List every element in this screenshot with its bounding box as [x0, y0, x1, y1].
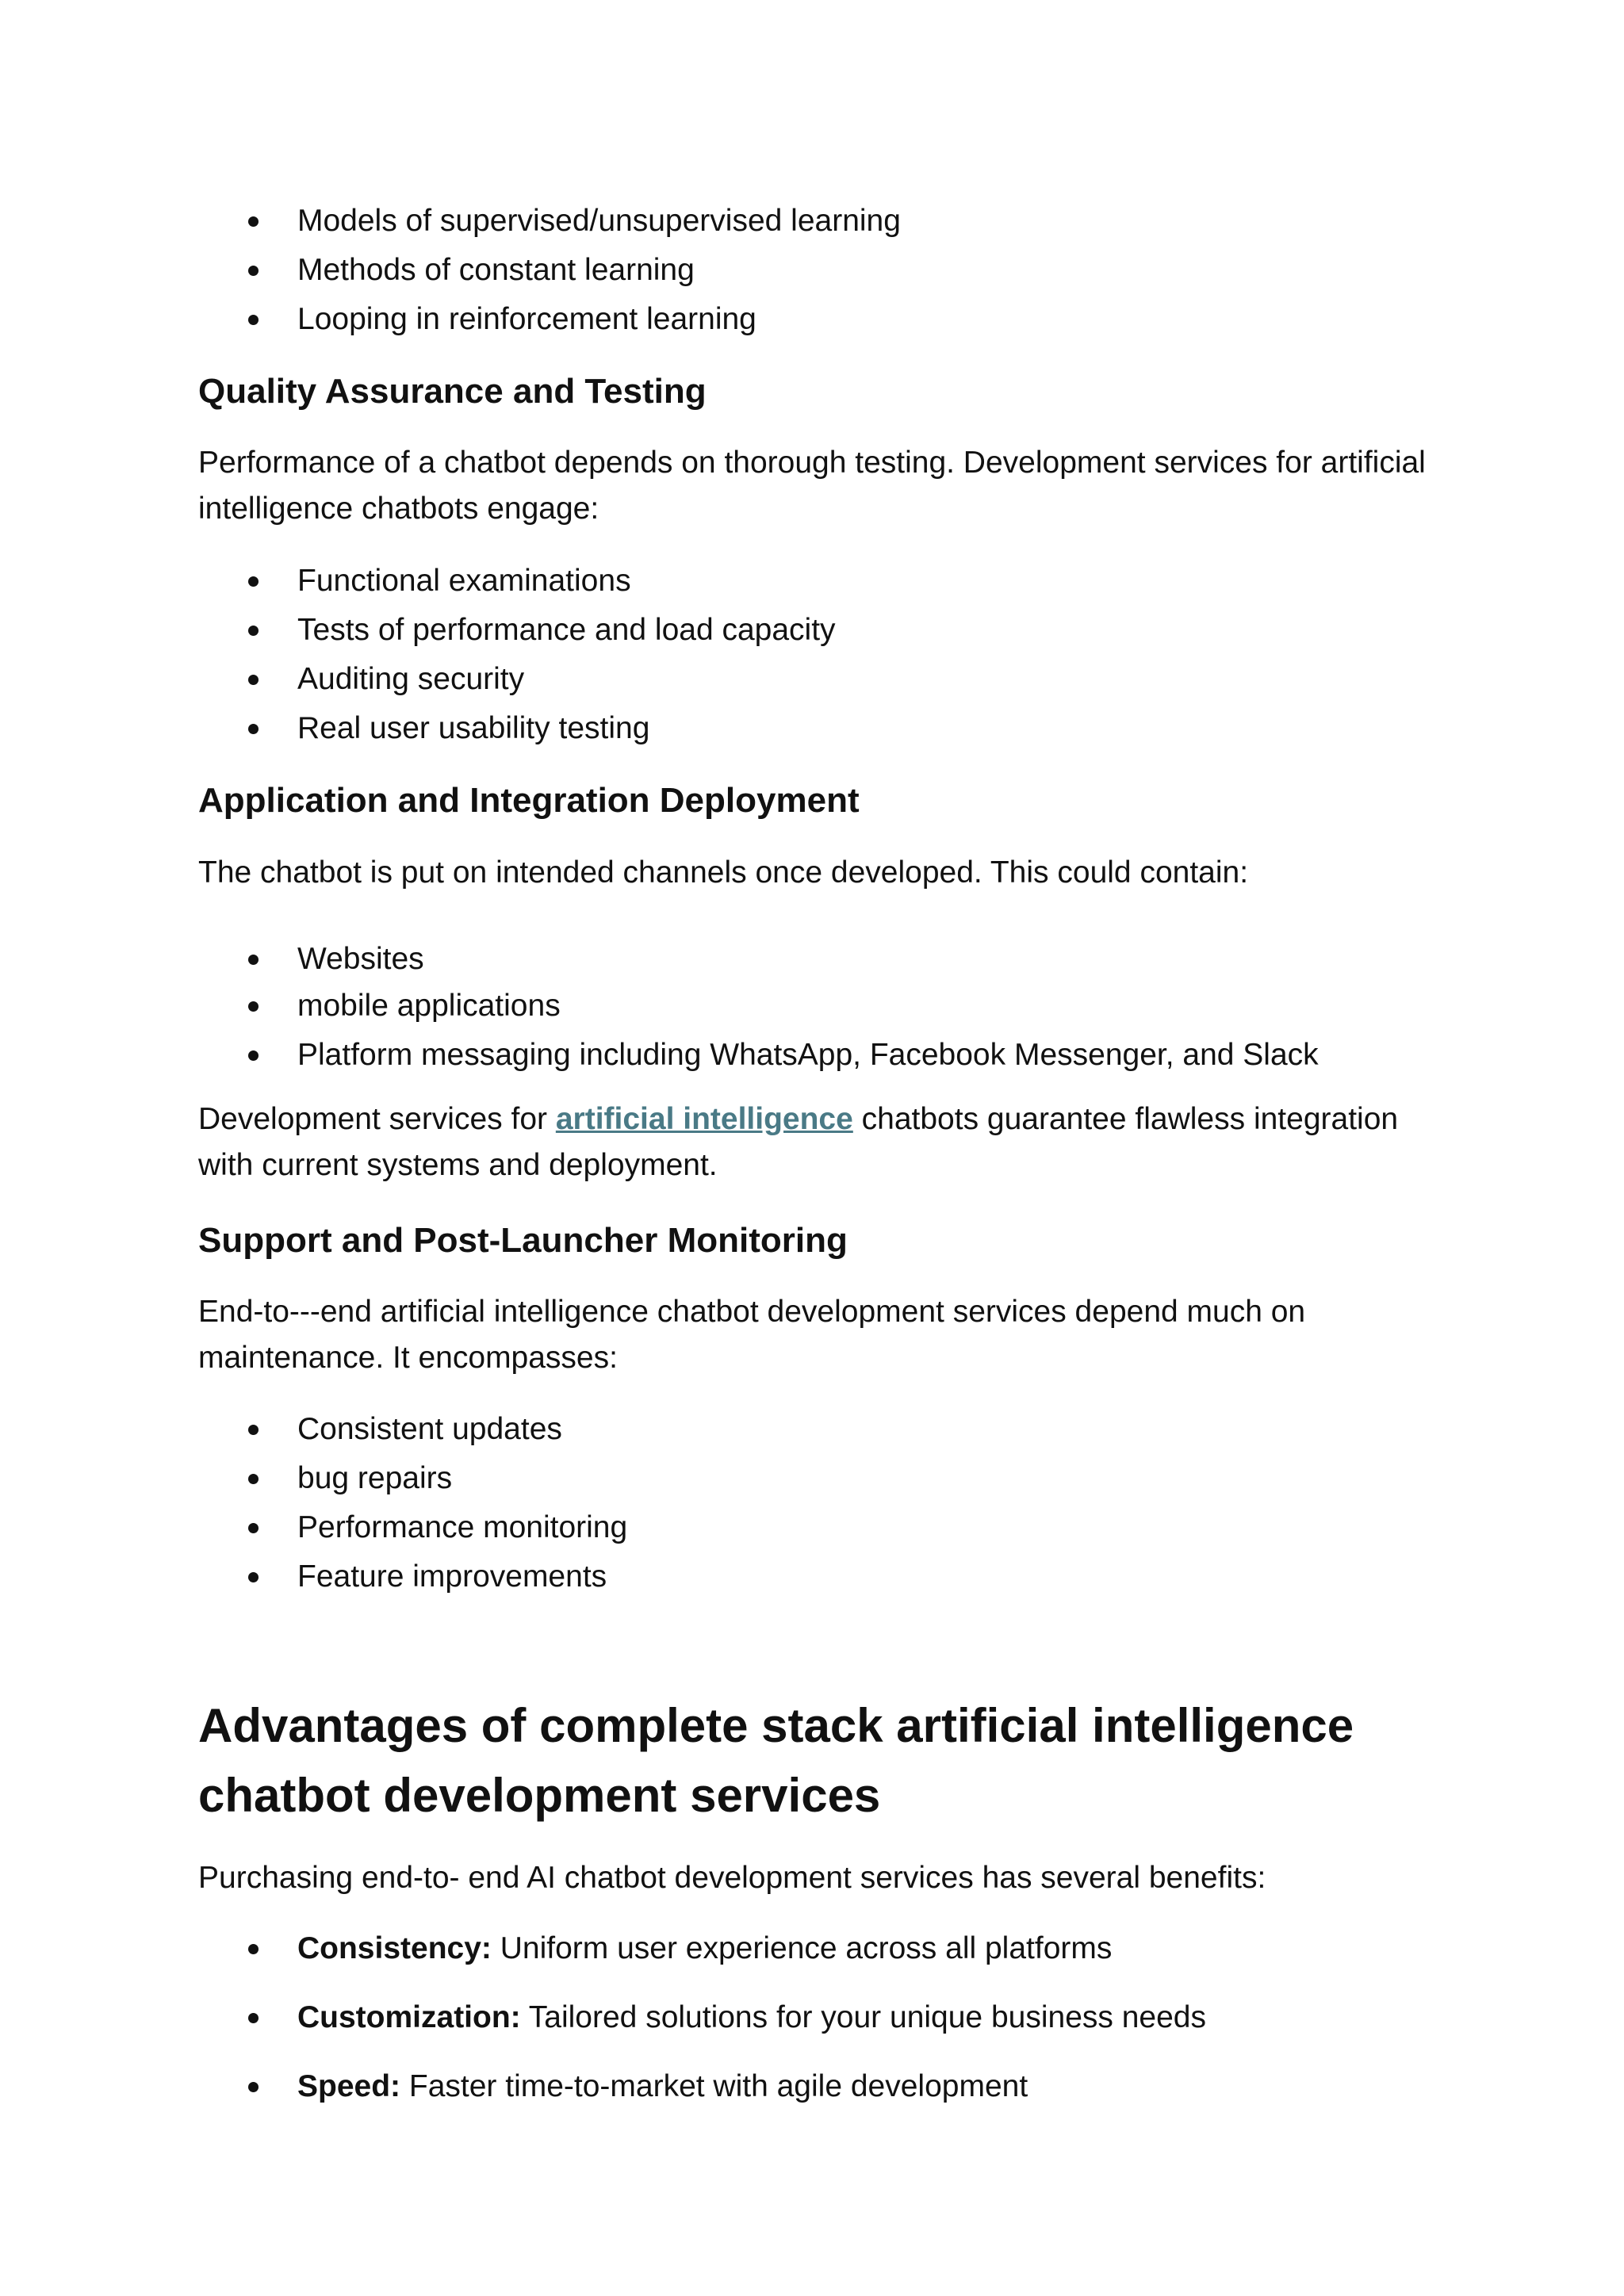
- learning-list: [198, 197, 1435, 344]
- list-item: Performance monitoring: [198, 1503, 1435, 1552]
- bullet-icon: [248, 1050, 259, 1061]
- bullet-icon: [248, 2013, 259, 2023]
- list-item: Real user usability testing: [198, 704, 1435, 753]
- advantages-heading: Advantages of complete stack artificial intelligence chatbot development services: [198, 1699, 1354, 1822]
- deployment-list: [198, 937, 1435, 1080]
- list-item: Customization: Tailored solutions for your unique business needs: [198, 1993, 1435, 2042]
- deployment-heading: Application and Integration Deployment: [198, 781, 860, 820]
- qa-intro: Performance of a chatbot depends on thorough testing. Development services for artificial intelligence chatbots engage:: [198, 446, 1426, 526]
- qa-heading: Quality Assurance and Testing: [198, 372, 707, 411]
- bullet-icon: [248, 1425, 259, 1435]
- bullet-icon: [248, 1944, 259, 1954]
- list-item: bug repairs: [198, 1454, 1435, 1503]
- support-list: [198, 1405, 1435, 1601]
- bullet-icon: [248, 955, 259, 965]
- bullet-icon: [248, 724, 259, 734]
- artificial-intelligence-link[interactable]: artificial intelligence: [555, 1102, 853, 1136]
- bullet-icon: [248, 626, 259, 636]
- support-heading: Support and Post-Launcher Monitoring: [198, 1221, 848, 1260]
- qa-list: [198, 557, 1435, 753]
- list-item: Looping in reinforcement learning: [198, 295, 1435, 344]
- bullet-icon: [248, 576, 259, 587]
- bullet-icon: [248, 315, 259, 325]
- support-intro: End-to---end artificial intelligence chatbot development services depend much on maintenance. It encompasses:: [198, 1295, 1306, 1375]
- bullet-icon: [248, 2082, 259, 2092]
- advantages-list: [198, 1924, 1435, 2111]
- list-item: Tests of performance and load capacity: [198, 606, 1435, 655]
- bullet-icon: [248, 1001, 259, 1012]
- list-item: Functional examinations: [198, 557, 1435, 606]
- list-item: Consistent updates: [198, 1405, 1435, 1454]
- list-item: Models of supervised/unsupervised learning: [198, 197, 1435, 246]
- bullet-icon: [248, 1474, 259, 1484]
- list-item: Platform messaging including WhatsApp, Facebook Messenger, and Slack: [198, 1031, 1435, 1080]
- list-item: mobile applications: [198, 982, 1435, 1031]
- bullet-icon: [248, 266, 259, 276]
- list-item: Methods of constant learning: [198, 246, 1435, 295]
- list-item: Feature improvements: [198, 1552, 1435, 1601]
- list-item: Consistency: Uniform user experience across all platforms: [198, 1924, 1435, 1973]
- deployment-intro: The chatbot is put on intended channels once developed. This could contain:: [198, 855, 1249, 890]
- list-item: Speed: Faster time-to-market with agile development: [198, 2062, 1435, 2111]
- bullet-icon: [248, 216, 259, 227]
- bullet-icon: [248, 675, 259, 685]
- bullet-icon: [248, 1572, 259, 1582]
- deployment-closing: Development services for artificial intelligence chatbots guarantee flawless integration with current systems and deployment.: [198, 1102, 1399, 1182]
- advantages-intro: Purchasing end-to- end AI chatbot development services has several benefits:: [198, 1861, 1266, 1895]
- bullet-icon: [248, 1523, 259, 1533]
- list-item: Auditing security: [198, 655, 1435, 704]
- list-item: Websites: [198, 937, 1435, 982]
